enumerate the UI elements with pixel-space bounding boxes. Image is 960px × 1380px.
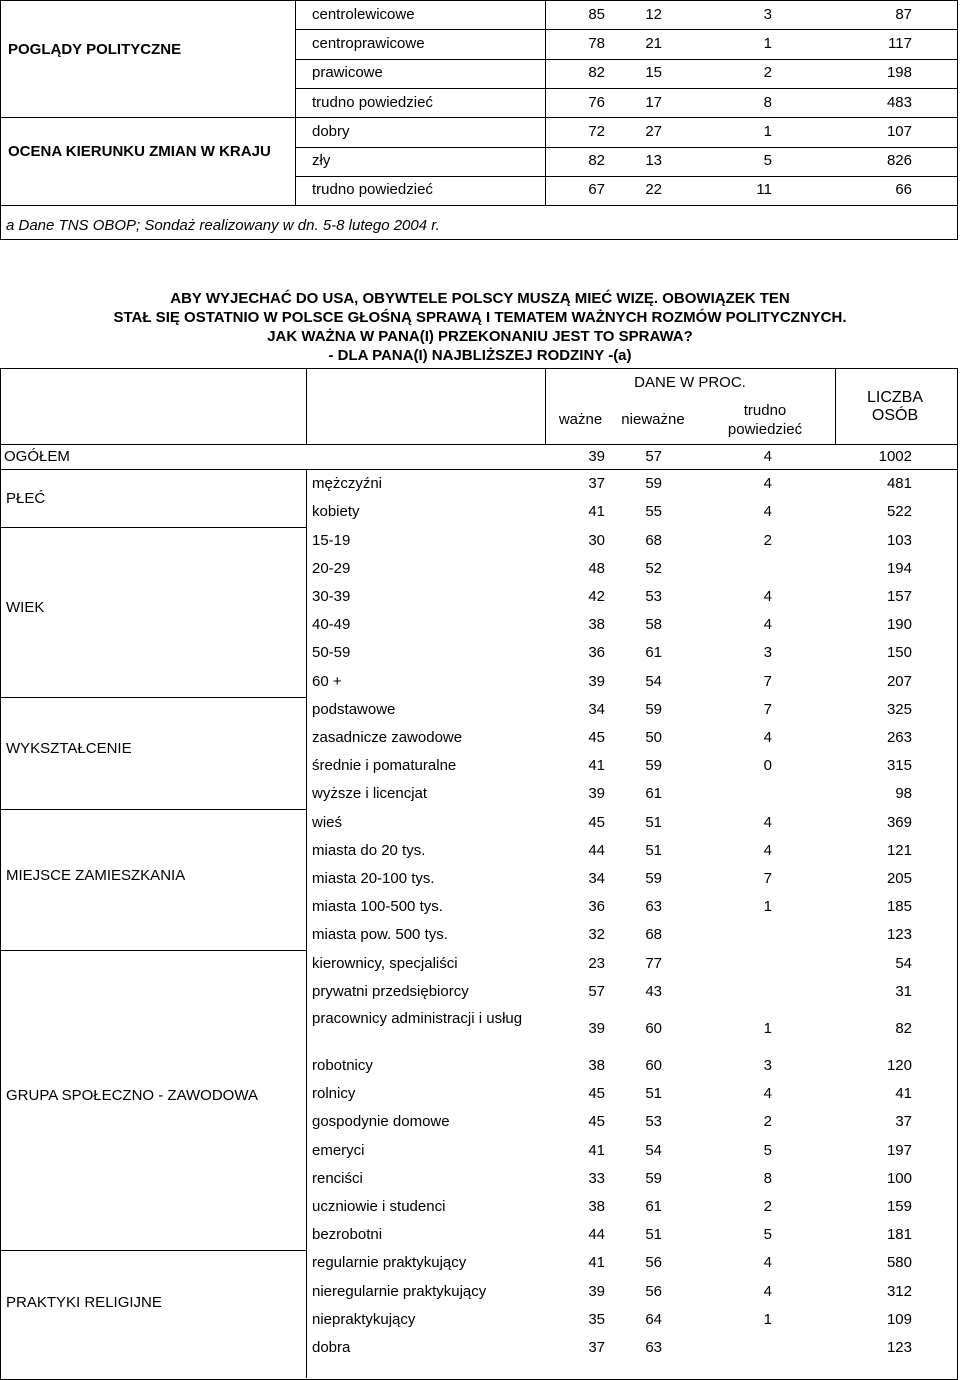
value-cell: 117 — [888, 34, 912, 52]
rule-line — [0, 1250, 306, 1251]
value-cell: 41 — [895, 1085, 912, 1103]
value-cell: 87 — [895, 5, 912, 23]
row-label: gospodynie domowe — [312, 1113, 450, 1131]
value-cell: 61 — [645, 785, 662, 803]
value-cell: 4 — [763, 1085, 772, 1103]
row-label: niepraktykujący — [312, 1310, 416, 1328]
value-cell: 27 — [645, 122, 662, 140]
row-label: miasta pow. 500 tys. — [312, 926, 448, 944]
value-cell: 44 — [588, 841, 605, 859]
value-cell: 98 — [895, 785, 912, 803]
value-cell: 4 — [763, 503, 772, 521]
value-cell: 82 — [895, 1019, 912, 1037]
row-label: kobiety — [312, 503, 360, 521]
value-cell: 312 — [886, 1282, 912, 1300]
row-label: regularnie praktykujący — [312, 1254, 467, 1272]
value-cell: 39 — [588, 672, 605, 690]
value-cell: 325 — [886, 700, 912, 718]
value-cell: 44 — [588, 1226, 605, 1244]
value-cell: 185 — [886, 898, 912, 916]
value-cell: 34 — [588, 869, 605, 887]
value-cell: 109 — [886, 1310, 912, 1328]
value-cell: 85 — [588, 5, 605, 23]
total-label: OGÓŁEM — [4, 448, 70, 465]
row-label: nieregularnie praktykujący — [312, 1282, 487, 1300]
value-cell: 39 — [588, 785, 605, 803]
value-cell: 826 — [886, 152, 912, 170]
value-cell: 53 — [645, 1113, 662, 1131]
value-cell: 11 — [756, 181, 772, 199]
row-label: 30-39 — [312, 587, 351, 605]
value-cell: 103 — [886, 531, 912, 549]
row-label: 50-59 — [312, 644, 351, 662]
group-label: PŁEĆ — [6, 490, 46, 507]
value-cell: 64 — [645, 1310, 662, 1328]
row-label: centrolewicowe — [312, 5, 415, 23]
value-cell: 59 — [645, 475, 662, 493]
rule-line — [0, 950, 306, 951]
rule-line — [0, 809, 306, 810]
value-cell: 45 — [588, 1113, 605, 1131]
row-label: trudno powiedzieć — [312, 181, 433, 199]
row-label: uczniowie i studenci — [312, 1197, 446, 1215]
rule-line — [295, 59, 958, 60]
row-label: centroprawicowe — [312, 34, 425, 52]
value-cell: 77 — [645, 954, 662, 972]
row-label: prywatni przedsiębiorcy — [312, 982, 469, 1000]
value-cell: 67 — [588, 181, 605, 199]
value-cell: 78 — [588, 34, 605, 52]
header-dane: DANE W PROC. — [634, 374, 746, 391]
value-cell: 4 — [763, 813, 772, 831]
value-cell: 1 — [763, 1019, 772, 1037]
row-label: mężczyźni — [312, 475, 383, 493]
value-cell: 2 — [763, 1197, 772, 1215]
value-cell: 38 — [588, 1197, 605, 1215]
row-label: wieś — [312, 813, 343, 831]
value-cell: 51 — [645, 1085, 662, 1103]
value-cell: 39 — [588, 1282, 605, 1300]
value-cell: 68 — [645, 531, 662, 549]
rule-line — [0, 469, 958, 470]
rule-line — [306, 368, 307, 444]
value-cell: 59 — [645, 757, 662, 775]
rule-line — [0, 205, 958, 206]
value-cell: 13 — [645, 152, 662, 170]
value-cell: 4 — [763, 448, 772, 465]
value-cell: 59 — [645, 869, 662, 887]
value-cell: 52 — [645, 559, 662, 577]
value-cell: 1002 — [878, 448, 912, 465]
row-label: robotnicy — [312, 1056, 373, 1074]
value-cell: 53 — [645, 587, 662, 605]
value-cell: 54 — [645, 672, 662, 690]
row-label: 20-29 — [312, 559, 351, 577]
value-cell: 4 — [763, 1254, 772, 1272]
row-label: wyższe i licencjat — [312, 785, 428, 803]
value-cell: 76 — [588, 93, 605, 111]
header-wazne: ważne — [558, 411, 603, 428]
value-cell: 159 — [886, 1197, 912, 1215]
value-cell: 56 — [645, 1282, 662, 1300]
row-label: miasta 100-500 tys. — [312, 898, 443, 916]
value-cell: 22 — [645, 181, 662, 199]
value-cell: 37 — [895, 1113, 912, 1131]
value-cell: 39 — [588, 448, 605, 465]
value-cell: 51 — [645, 841, 662, 859]
value-cell: 63 — [645, 1338, 662, 1356]
value-cell: 4 — [763, 841, 772, 859]
value-cell: 58 — [645, 616, 662, 634]
value-cell: 48 — [588, 559, 605, 577]
value-cell: 1 — [763, 122, 772, 140]
value-cell: 157 — [886, 587, 912, 605]
value-cell: 31 — [895, 982, 912, 1000]
value-cell: 30 — [588, 531, 605, 549]
header-niewazne: nieważne — [621, 411, 685, 428]
value-cell: 7 — [763, 700, 772, 718]
rule-line — [295, 147, 958, 148]
value-cell: 59 — [645, 700, 662, 718]
value-cell: 60 — [645, 1019, 662, 1037]
value-cell: 8 — [763, 93, 772, 111]
rule-line — [295, 176, 958, 177]
value-cell: 51 — [645, 1226, 662, 1244]
value-cell: 33 — [588, 1169, 605, 1187]
value-cell: 120 — [886, 1056, 912, 1074]
value-cell: 5 — [763, 1226, 772, 1244]
group-label: WIEK — [6, 599, 45, 616]
value-cell: 82 — [588, 64, 605, 82]
value-cell: 100 — [886, 1169, 912, 1187]
row-label: dobry — [312, 122, 350, 140]
question-title-line: - DLA PANA(I) NAJBLIŻSZEJ RODZINY -(a) — [328, 347, 632, 364]
value-cell: 2 — [763, 64, 772, 82]
value-cell: 4 — [763, 475, 772, 493]
rule-line — [0, 697, 306, 698]
row-label: rolnicy — [312, 1085, 356, 1103]
value-cell: 4 — [763, 616, 772, 634]
value-cell: 369 — [886, 813, 912, 831]
value-cell: 1 — [763, 34, 772, 52]
value-cell: 38 — [588, 616, 605, 634]
value-cell: 41 — [588, 757, 605, 775]
rule-line — [0, 527, 306, 528]
value-cell: 39 — [588, 1019, 605, 1037]
value-cell: 59 — [645, 1169, 662, 1187]
row-label: dobra — [312, 1338, 351, 1356]
value-cell: 61 — [645, 644, 662, 662]
value-cell: 481 — [886, 475, 912, 493]
value-cell: 57 — [588, 982, 605, 1000]
group-label: OCENA KIERUNKU ZMIAN W KRAJU — [8, 143, 271, 161]
row-label: prawicowe — [312, 64, 383, 82]
value-cell: 4 — [763, 587, 772, 605]
header-powiedziec: powiedzieć — [727, 421, 803, 438]
value-cell: 36 — [588, 898, 605, 916]
value-cell: 207 — [886, 672, 912, 690]
rule-line — [0, 117, 958, 118]
value-cell: 45 — [588, 728, 605, 746]
value-cell: 54 — [645, 1141, 662, 1159]
value-cell: 580 — [886, 1254, 912, 1272]
value-cell: 197 — [886, 1141, 912, 1159]
value-cell: 3 — [763, 5, 772, 23]
header-osob: OSÓB — [871, 407, 919, 424]
value-cell: 205 — [886, 869, 912, 887]
value-cell: 34 — [588, 700, 605, 718]
row-label: średnie i pomaturalne — [312, 757, 457, 775]
row-label: renciści — [312, 1169, 363, 1187]
header-liczba: LICZBA — [866, 389, 923, 406]
value-cell: 263 — [886, 728, 912, 746]
value-cell: 194 — [886, 559, 912, 577]
value-cell: 50 — [645, 728, 662, 746]
rule-line — [295, 88, 958, 89]
value-cell: 32 — [588, 926, 605, 944]
value-cell: 41 — [588, 503, 605, 521]
value-cell: 7 — [763, 869, 772, 887]
value-cell: 5 — [763, 152, 772, 170]
row-label: zły — [312, 152, 331, 170]
value-cell: 2 — [763, 1113, 772, 1131]
value-cell: 315 — [886, 757, 912, 775]
value-cell: 17 — [645, 93, 662, 111]
value-cell: 68 — [645, 926, 662, 944]
rule-line — [545, 368, 546, 444]
row-label: emeryci — [312, 1141, 365, 1159]
value-cell: 4 — [763, 1282, 772, 1300]
value-cell: 35 — [588, 1310, 605, 1328]
value-cell: 4 — [763, 728, 772, 746]
value-cell: 72 — [588, 122, 605, 140]
value-cell: 51 — [645, 813, 662, 831]
value-cell: 63 — [645, 898, 662, 916]
row-label: trudno powiedzieć — [312, 93, 433, 111]
value-cell: 41 — [588, 1254, 605, 1272]
value-cell: 190 — [886, 616, 912, 634]
value-cell: 107 — [886, 122, 912, 140]
group-label: GRUPA SPOŁECZNO - ZAWODOWA — [6, 1087, 258, 1105]
value-cell: 41 — [588, 1141, 605, 1159]
rule-line — [295, 0, 296, 205]
source-note: a Dane TNS OBOP; Sondaż realizowany w dn. 5-8 lutego 2004 r. — [6, 217, 440, 234]
value-cell: 55 — [645, 503, 662, 521]
row-label: zasadnicze zawodowe — [312, 728, 463, 746]
group-label: MIEJSCE ZAMIESZKANIA — [6, 866, 186, 884]
header-trudno: trudno — [743, 402, 787, 419]
value-cell: 57 — [645, 448, 662, 465]
rule-line — [306, 470, 307, 1378]
value-cell: 522 — [886, 503, 912, 521]
group-label: PRAKTYKI RELIGIJNE — [6, 1293, 162, 1311]
group-label: POGLĄDY POLITYCZNE — [8, 40, 182, 58]
value-cell: 5 — [763, 1141, 772, 1159]
value-cell: 45 — [588, 813, 605, 831]
value-cell: 123 — [886, 926, 912, 944]
value-cell: 23 — [588, 954, 605, 972]
value-cell: 43 — [645, 982, 662, 1000]
value-cell: 36 — [588, 644, 605, 662]
value-cell: 60 — [645, 1056, 662, 1074]
row-label: 15-19 — [312, 531, 351, 549]
value-cell: 21 — [645, 34, 662, 52]
value-cell: 123 — [886, 1338, 912, 1356]
value-cell: 2 — [763, 531, 772, 549]
value-cell: 38 — [588, 1056, 605, 1074]
value-cell: 45 — [588, 1085, 605, 1103]
value-cell: 150 — [886, 644, 912, 662]
question-title-line: ABY WYJECHAĆ DO USA, OBYWTELE POLSCY MUSZĄ MIEĆ WIZĘ. OBOWIĄZEK TEN — [170, 290, 790, 307]
group-label: WYKSZTAŁCENIE — [6, 740, 132, 757]
value-cell: 56 — [645, 1254, 662, 1272]
value-cell: 15 — [645, 64, 662, 82]
row-label: kierownicy, specjaliści — [312, 954, 458, 972]
value-cell: 61 — [645, 1197, 662, 1215]
value-cell: 12 — [645, 5, 662, 23]
value-cell: 1 — [763, 1310, 772, 1328]
value-cell: 0 — [763, 757, 772, 775]
row-label: pracownicy administracji i usług — [312, 1009, 523, 1027]
value-cell: 66 — [895, 181, 912, 199]
value-cell: 37 — [588, 1338, 605, 1356]
value-cell: 37 — [588, 475, 605, 493]
row-label: podstawowe — [312, 700, 396, 718]
value-cell: 8 — [763, 1169, 772, 1187]
value-cell: 3 — [763, 1056, 772, 1074]
rule-line — [295, 29, 958, 30]
value-cell: 54 — [895, 954, 912, 972]
row-label: 60 + — [312, 672, 342, 690]
value-cell: 7 — [763, 672, 772, 690]
value-cell: 1 — [763, 898, 772, 916]
value-cell: 198 — [886, 64, 912, 82]
rule-line — [835, 368, 836, 444]
value-cell: 121 — [886, 841, 912, 859]
value-cell: 42 — [588, 587, 605, 605]
rule-line — [0, 444, 958, 445]
row-label: miasta 20-100 tys. — [312, 869, 435, 887]
value-cell: 483 — [886, 93, 912, 111]
value-cell: 181 — [886, 1226, 912, 1244]
question-title-line: STAŁ SIĘ OSTATNIO W POLSCE GŁOŚNĄ SPRAWĄ I TEMATEM WAŻNYCH ROZMÓW POLITYCZNYCH. — [113, 309, 847, 326]
row-label: miasta do 20 tys. — [312, 841, 426, 859]
question-title-line: JAK WAŻNA W PANA(I) PRZEKONANIU JEST TO SPRAWA? — [267, 328, 693, 345]
value-cell: 3 — [763, 644, 772, 662]
row-label: 40-49 — [312, 616, 351, 634]
row-label: bezrobotni — [312, 1226, 383, 1244]
value-cell: 82 — [588, 152, 605, 170]
